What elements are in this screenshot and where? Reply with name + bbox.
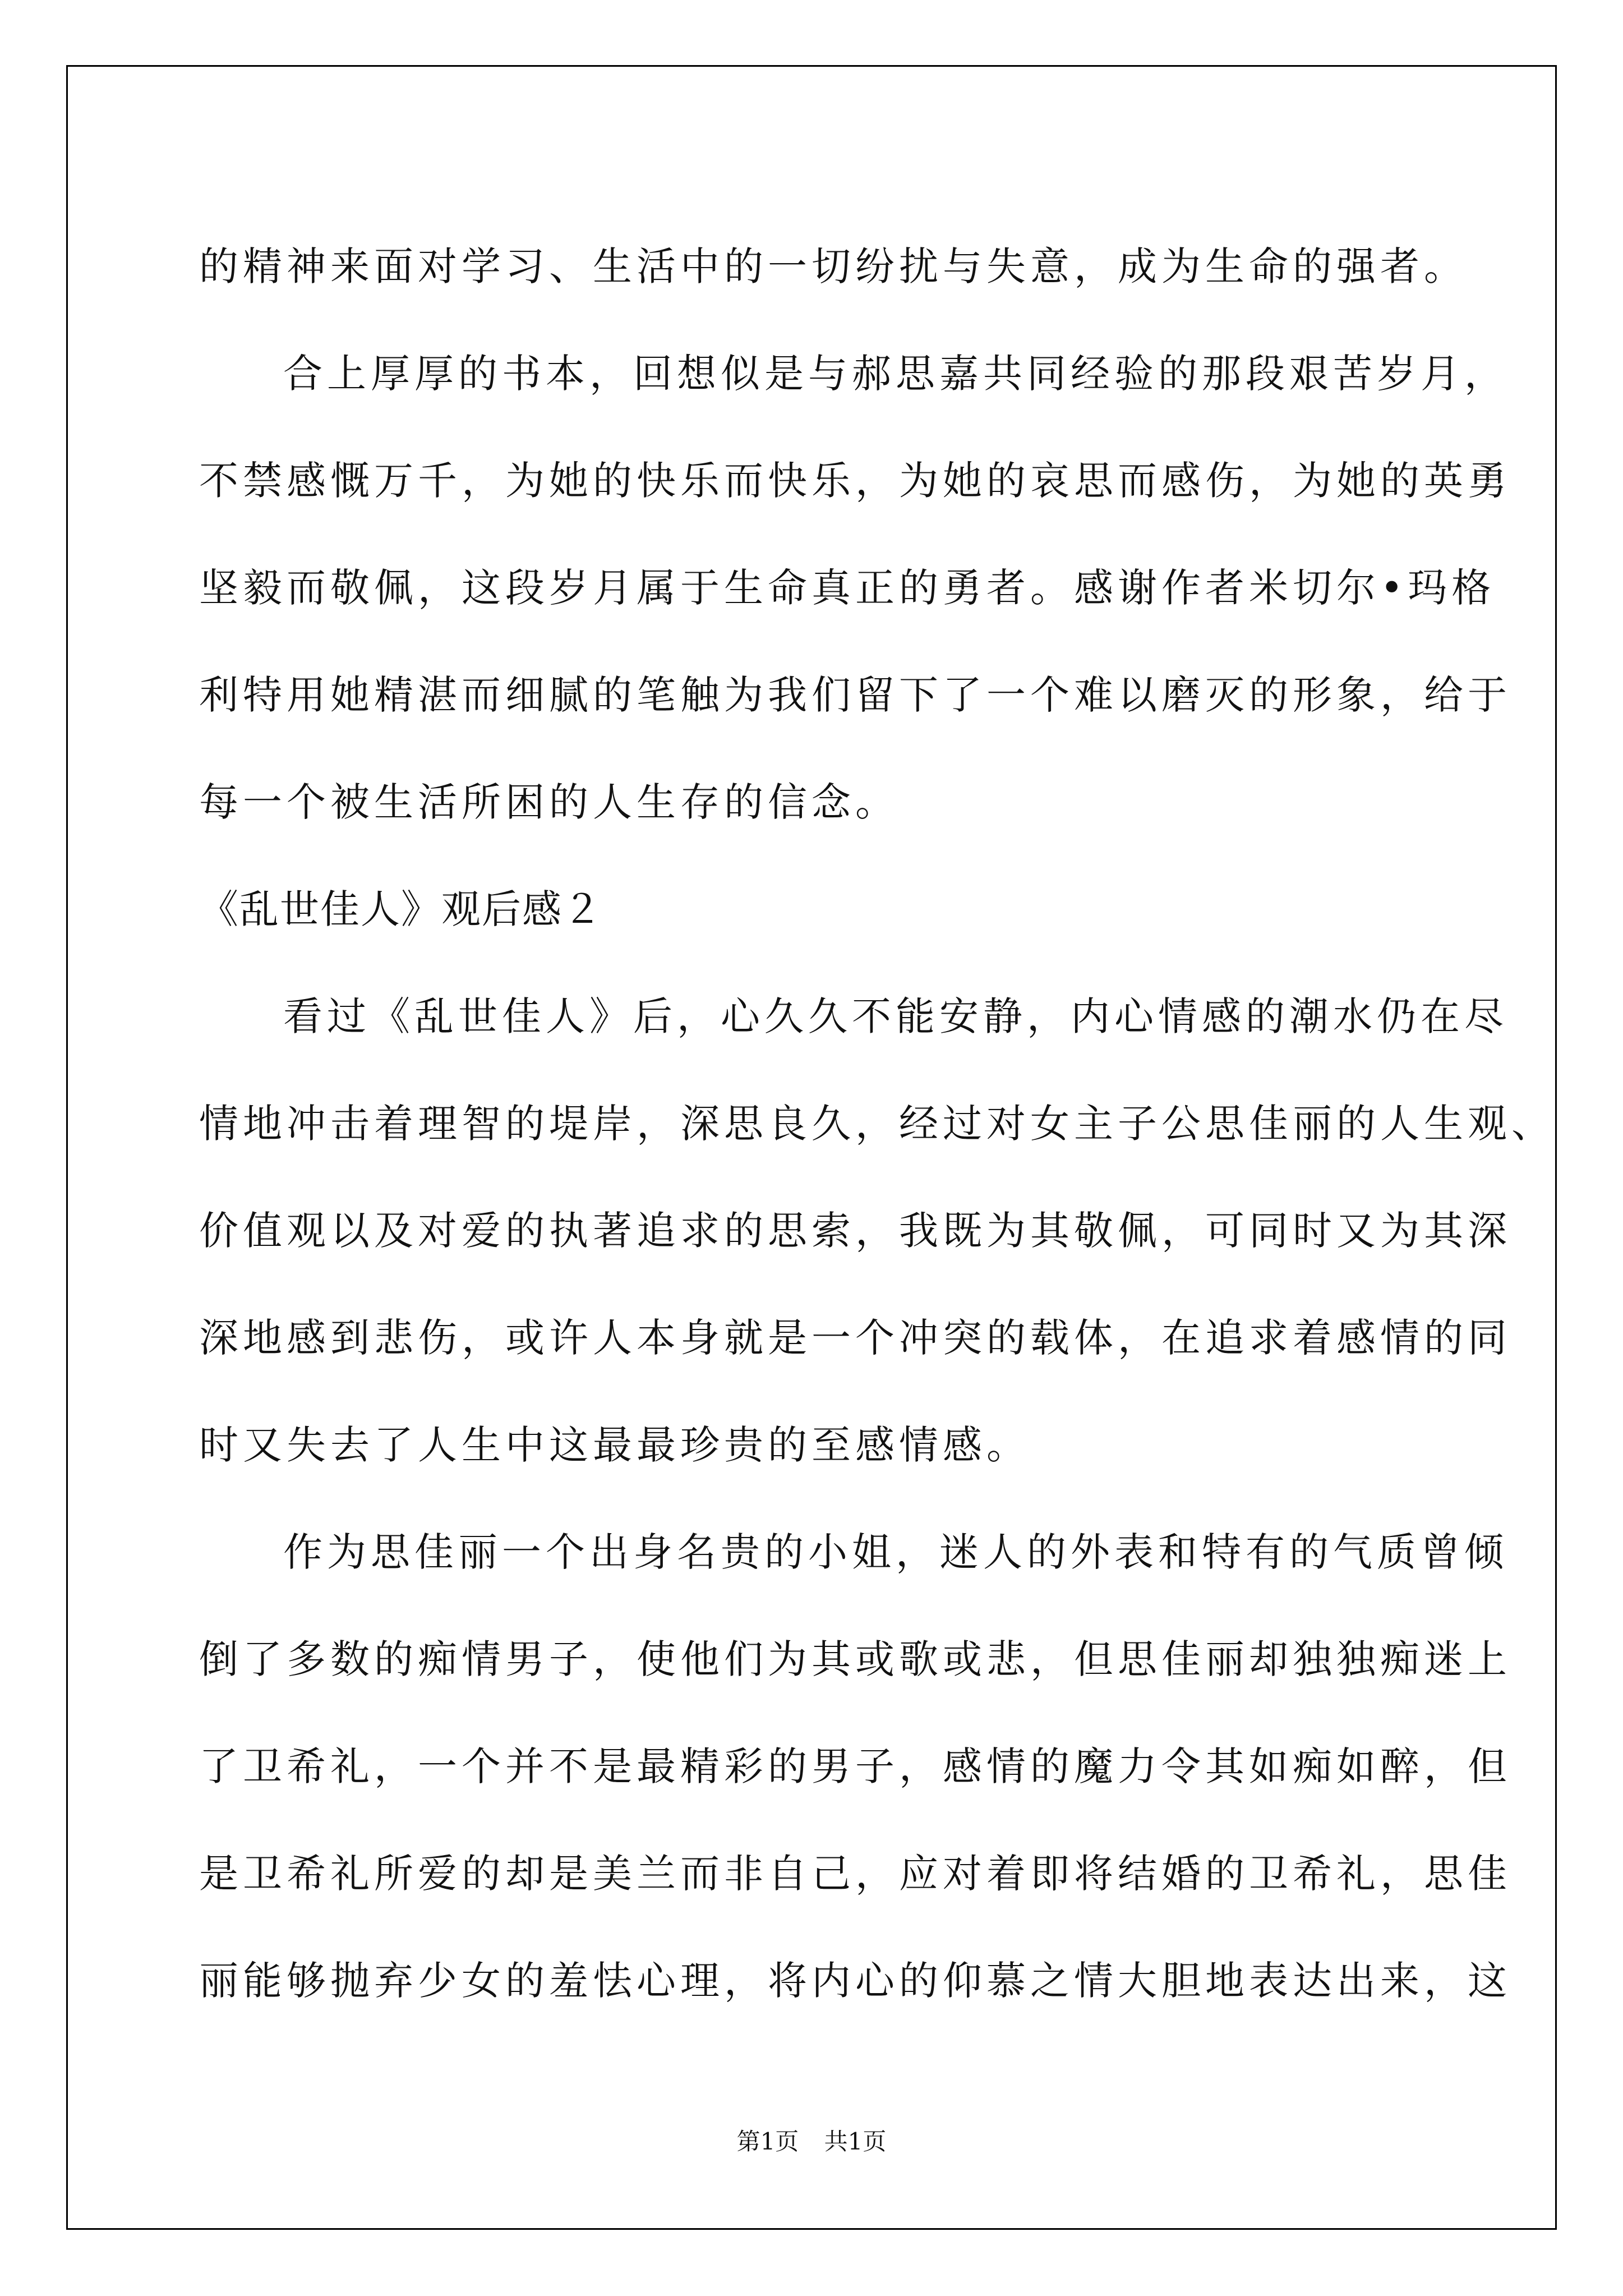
text-line: 是卫希礼所爱的却是美兰而非自己，应对着即将结婚的卫希礼，思佳: [199, 1851, 1511, 1897]
page-footer: [0, 2126, 1623, 2157]
text-line: 深地感到悲伤，或许人本身就是一个冲突的载体，在追求着感情的同: [199, 1315, 1511, 1361]
text-line: 不禁感慨万千，为她的快乐而快乐，为她的哀思而感伤，为她的英勇: [199, 458, 1511, 504]
text-line: 作为思佳丽一个出身名贵的小姐，迷人的外表和特有的气质曾倾: [283, 1529, 1508, 1575]
text-line: 利特用她精湛而细腻的笔触为我们留下了一个难以磨灭的形象，给于: [199, 672, 1511, 718]
text-line: 的精神来面对学习、生活中的一切纷扰与失意，成为生命的强者。: [199, 243, 1468, 289]
document-body: [199, 213, 1555, 2035]
text-line: 情地冲击着理智的堤岸，深思良久，经过对女主子公思佳丽的人生观、: [199, 1101, 1555, 1147]
text-line: 每一个被生活所困的人生存的信念。: [199, 779, 899, 825]
text-line: 价值观以及对爱的执著追求的思索，我既为其敬佩，可同时又为其深: [199, 1208, 1511, 1254]
text-line: 丽能够抛弃少女的羞怯心理，将内心的仰慕之情大胆地表达出来，这: [199, 1958, 1511, 2004]
text-line: 倒了多数的痴情男子，使他们为其或歌或悲，但思佳丽却独独痴迷上: [199, 1636, 1511, 1682]
text-line: 时又失去了人生中这最最珍贵的至感情感。: [199, 1422, 1030, 1468]
page-number: 第1页: [736, 2128, 799, 2155]
page-total: 共1页: [824, 2128, 887, 2155]
section-heading: 《乱世佳人》观后感２: [199, 886, 603, 932]
text-line: 坚毅而敬佩，这段岁月属于生命真正的勇者。感谢作者米切尔•玛格: [199, 565, 1496, 611]
text-line: 合上厚厚的书本，回想似是与郝思嘉共同经验的那段艰苦岁月，: [283, 351, 1508, 397]
text-line: 看过《乱世佳人》后，心久久不能安静，内心情感的潮水仍在尽: [283, 993, 1508, 1039]
text-line: 了卫希礼，一个并不是最精彩的男子，感情的魔力令其如痴如醉，但: [199, 1743, 1511, 1789]
